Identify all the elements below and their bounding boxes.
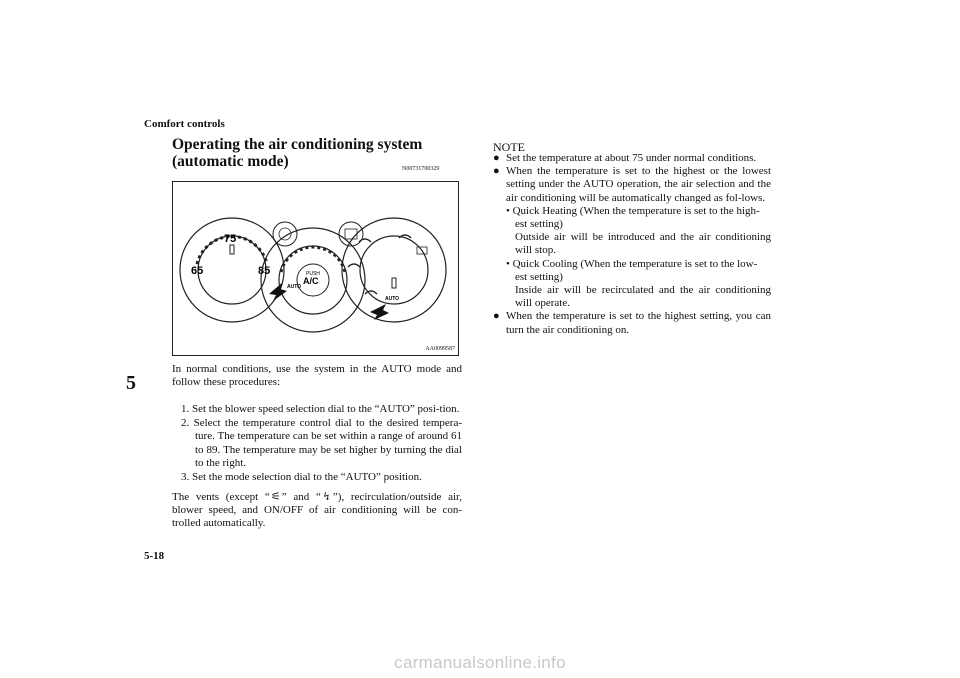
control-panel-figure xyxy=(172,181,459,356)
vents-text-b: ” and “ xyxy=(281,491,321,503)
vents-text-c: ”), recirculation/outside air, blower speed, and ON/OFF of air conditioning will be con-trolled automatically. xyxy=(172,491,462,530)
bullet-icon: ● xyxy=(493,310,500,323)
climate-dials-illustration xyxy=(173,182,460,357)
note-text: When the temperature is set to the highest or the lowest setting under the AUTO operation, the air selection and the air conditioning will be automatically changed as fol-lows. xyxy=(506,165,771,204)
vents-paragraph xyxy=(172,491,462,531)
section-title: Comfort controls xyxy=(144,118,225,130)
quick-heating-body: Outside air will be introduced and the air conditioning will stop. xyxy=(515,231,771,257)
quick-cooling-body: Inside air will be recirculated and the air conditioning will operate. xyxy=(515,284,771,310)
quick-heating-item xyxy=(506,205,771,258)
push-label: PUSH xyxy=(306,271,320,277)
chapter-tab: 5 xyxy=(126,372,136,394)
figure-code: AA0099587 xyxy=(425,346,455,352)
temp-85-label: 85 xyxy=(258,265,271,277)
bullet-icon: ● xyxy=(493,165,500,178)
mode-auto-label: AUTO xyxy=(385,296,400,302)
note-item xyxy=(493,310,771,336)
step-1: 1. Set the blower speed selection dial to the “AUTO” posi-tion. xyxy=(181,403,460,415)
procedure-steps xyxy=(172,403,462,485)
step-3: 3. Set the mode selection dial to the “AUTO” position. xyxy=(181,471,422,484)
note-list xyxy=(493,152,771,337)
quick-cooling-head: • Quick Cooling (When the temperature is set to the low- xyxy=(506,257,758,270)
note-text: Set the temperature at about 75 under normal conditions. xyxy=(506,152,757,164)
page-title: Operating the air conditioning system (automatic mode) xyxy=(172,136,423,170)
temp-65-label: 65 xyxy=(191,265,204,277)
page-number: 5-18 xyxy=(144,550,165,562)
intro-paragraph: In normal conditions, use the system in the AUTO mode and follow these procedures: xyxy=(172,363,462,389)
title-code: N00731700329 xyxy=(402,166,440,172)
bullet-icon: ● xyxy=(493,152,500,164)
foot-defroster-vent-icon: ↯ xyxy=(322,491,332,503)
watermark[interactable]: carmanualsonline.info xyxy=(394,653,566,672)
note-item xyxy=(493,152,771,165)
temp-75-label: 75 xyxy=(224,233,237,245)
quick-cooling-cont: est setting) xyxy=(515,270,563,283)
ac-label: A/C xyxy=(303,276,319,286)
quick-heating-head: • Quick Heating (When the temperature is set to the high- xyxy=(506,204,760,217)
quick-heating-cont: est setting) xyxy=(515,218,563,231)
note-item xyxy=(493,165,771,310)
vents-text-a: The vents (except “ xyxy=(172,491,270,503)
step-2: 2. Select the temperature control dial to the desired tempera-ture. The temperature can be set within a range of around 61 to 89. The temperature may be set higher by turning the dial to the right. xyxy=(181,417,462,469)
note-heading: NOTE xyxy=(493,140,525,154)
blower-auto-label: AUTO xyxy=(287,284,302,290)
defroster-vent-icon: ⚟ xyxy=(270,491,281,503)
quick-cooling-item xyxy=(506,258,771,311)
note-text: When the temperature is set to the highest setting, you can turn the air conditioning on. xyxy=(506,310,771,336)
